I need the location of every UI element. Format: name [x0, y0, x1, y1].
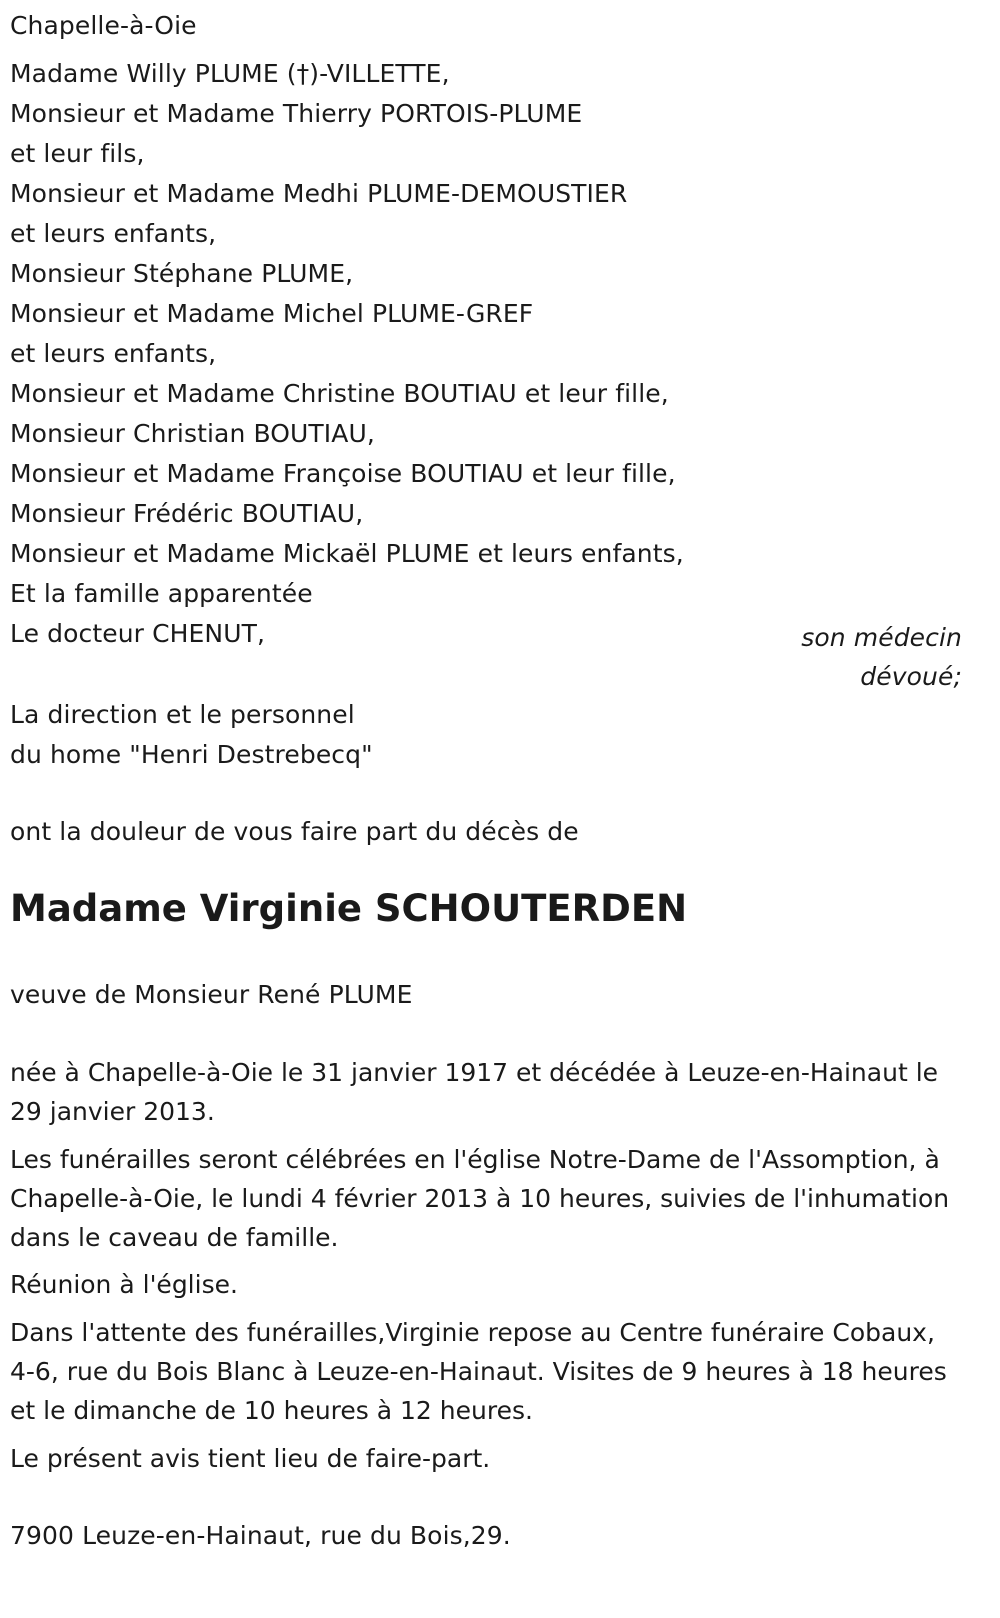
family-line: Madame Willy PLUME (†)-VILLETTE, [10, 59, 450, 88]
family-line: Monsieur et Madame Michel PLUME-GREF [10, 299, 534, 328]
direction-block [10, 695, 373, 775]
town-heading: Chapelle-à-Oie [10, 11, 197, 40]
doctor-role-line-2: dévoué; [860, 662, 962, 691]
family-line: Monsieur et Madame Thierry PORTOIS-PLUME [10, 99, 583, 128]
family-line: Monsieur et Madame Medhi PLUME-DEMOUSTIER [10, 179, 628, 208]
family-line: et leurs enfants, [10, 339, 217, 368]
family-line: et leur fils, [10, 139, 145, 168]
family-line: Monsieur Frédéric BOUTIAU, [10, 499, 364, 528]
family-list [10, 54, 684, 654]
family-line: et leurs enfants, [10, 219, 217, 248]
direction-line-2: du home "Henri Destrebecq" [10, 740, 373, 769]
obituary-notice [10, 0, 962, 1618]
birth-death-paragraph: née à Chapelle-à-Oie le 31 janvier 1917 et décédée à Leuze-en-Hainaut le 29 janvier 2013. [10, 1058, 939, 1126]
announcement: ont la douleur de vous faire part du décès de [10, 817, 579, 846]
visitation-paragraph: Dans l'attente des funérailles,Virginie repose au Centre funéraire Cobaux, 4-6, rue du Bois Blanc à Leuze-en-Hainaut. Visites de 9 heures à 18 heures et le dimanche de 10 heures à 12 heures. [10, 1318, 947, 1425]
direction-line-1: La direction et le personnel [10, 700, 355, 729]
widow-of: veuve de Monsieur René PLUME [10, 980, 413, 1009]
family-line: Et la famille apparentée [10, 579, 313, 608]
meeting-paragraph: Réunion à l'église. [10, 1270, 238, 1299]
doctor-role-line-1: son médecin [801, 623, 962, 652]
notice-paragraph: Le présent avis tient lieu de faire-part. [10, 1444, 491, 1473]
deceased-name: Madame Virginie SCHOUTERDEN [10, 887, 688, 930]
family-line: Monsieur Stéphane PLUME, [10, 259, 354, 288]
address: 7900 Leuze-en-Hainaut, rue du Bois,29. [10, 1521, 511, 1550]
family-line: Monsieur et Madame Françoise BOUTIAU et leur fille, [10, 459, 676, 488]
family-line: Monsieur et Madame Mickaël PLUME et leurs enfants, [10, 539, 684, 568]
funeral-paragraph: Les funérailles seront célébrées en l'église Notre-Dame de l'Assomption, à Chapelle-à-Oie, le lundi 4 février 2013 à 10 heures, suivies de l'inhumation dans le caveau de famille. [10, 1145, 950, 1252]
family-line: Le docteur CHENUT, [10, 619, 266, 648]
family-line: Monsieur Christian BOUTIAU, [10, 419, 375, 448]
family-line: Monsieur et Madame Christine BOUTIAU et leur fille, [10, 379, 669, 408]
